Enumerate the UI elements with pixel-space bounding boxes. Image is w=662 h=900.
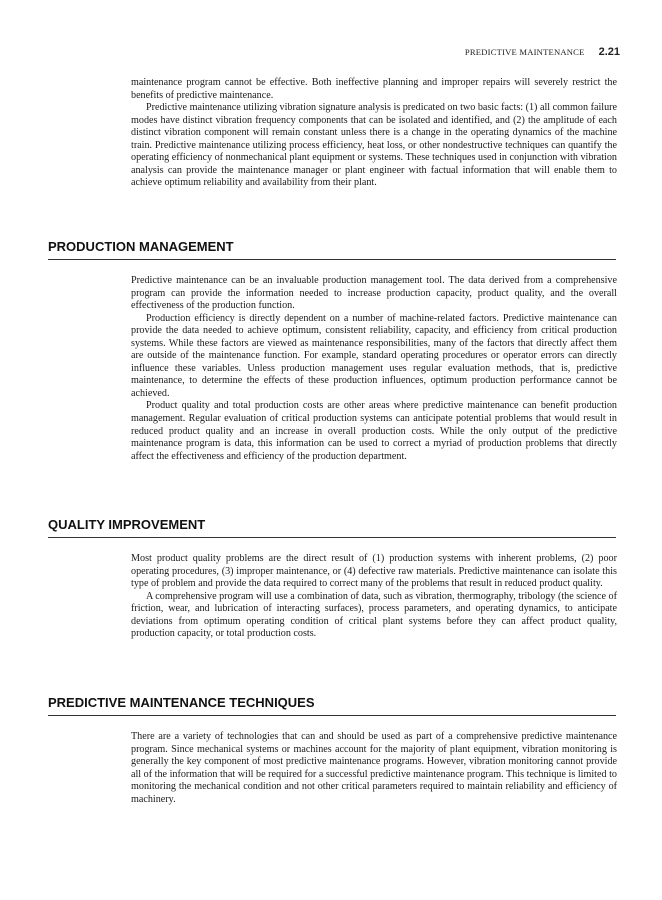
section-body-production-management bbox=[131, 275, 617, 463]
page-number: 2.21 bbox=[598, 46, 620, 58]
section-heading-production-management: PRODUCTION MANAGEMENT bbox=[48, 239, 616, 260]
paragraph: Most product quality problems are the direct result of (1) production systems with inherent problems, (2) poor operating procedures, (3) improper maintenance, or (4) defective raw materials. Predictive maintenance can isolate this type of problem and provide the data required to correct many of the problems that result in reduced product quality. bbox=[131, 553, 617, 590]
section-heading-quality-improvement: QUALITY IMPROVEMENT bbox=[48, 517, 616, 538]
paragraph: There are a variety of technologies that can and should be used as part of a comprehensive predictive maintenance program. Since mechanical systems or machines account for the majority of plant equipment, vibration monitoring is generally the key component of most predictive maintenance programs. However, vibration monitoring cannot provide all of the information that will be required for a successful predictive maintenance program. This technique is limited to monitoring the mechanical condition and not other critical parameters required to maintain reliability and efficiency of machinery. bbox=[131, 731, 617, 805]
section-heading-predictive-maintenance-techniques: PREDICTIVE MAINTENANCE TECHNIQUES bbox=[48, 695, 616, 716]
section-body-predictive-maintenance-techniques bbox=[131, 731, 617, 806]
paragraph: maintenance program cannot be effective. Both ineffective planning and improper repairs will severely restrict the benefits of predictive maintenance. bbox=[131, 77, 617, 101]
intro-text bbox=[131, 77, 617, 190]
paragraph: A comprehensive program will use a combination of data, such as vibration, thermography, tribology (the science of friction, wear, and lubrication of interacting surfaces), process parameters, and operating dynamics, to anticipate deviations from optimum operating condition of critical plant systems before they can affect product quality, production capacity, or total production costs. bbox=[131, 590, 617, 640]
paragraph: Predictive maintenance can be an invaluable production management tool. The data derived from a comprehensive program can provide the information needed to increase production capacity, product quality, and the overall effectiveness of the production function. bbox=[131, 275, 617, 312]
paragraph: Predictive maintenance utilizing vibration signature analysis is predicated on two basic facts: (1) all common failure modes have distinct vibration frequency components that can be isolated and identified, and (2) the amplitude of each distinct vibration component will remain constant unless there is a change in the operating dynamics of the machine train. Predictive maintenance utilizing process efficiency, heat loss, or other nondestructive techniques can quantify the operating efficiency of nonmechanical plant equipment or systems. These techniques used in conjunction with vibration analysis can provide the maintenance manager or plant engineer with factual information that will enable them to achieve optimum reliability and availability from their plant. bbox=[131, 102, 617, 189]
section-body-quality-improvement bbox=[131, 553, 617, 641]
running-title: PREDICTIVE MAINTENANCE bbox=[464, 47, 585, 57]
paragraph: Production efficiency is directly dependent on a number of machine-related factors. Predictive maintenance can provide the data needed to achieve optimum, consistent reliability, capacity, and efficiency from critical production systems. While these factors are viewed as maintenance responsibilities, many of the factors that directly affect them are outside of the maintenance function. For example, standard operating procedures or operator errors can directly influence these variables. Unless production management uses regular evaluation methods, that is, predictive maintenance, to determine the effects of these production influences, optimum production performance cannot be achieved. bbox=[131, 312, 617, 399]
paragraph: Product quality and total production costs are other areas where predictive maintenance can benefit production management. Regular evaluation of critical production systems can anticipate potential problems that would result in reduced product quality and an increase in overall production costs. While the only output of the predictive maintenance program is data, this information can be used to correct a myriad of production problems that directly affect the effectiveness and efficiency of the production department. bbox=[131, 400, 617, 462]
running-head bbox=[465, 46, 620, 58]
